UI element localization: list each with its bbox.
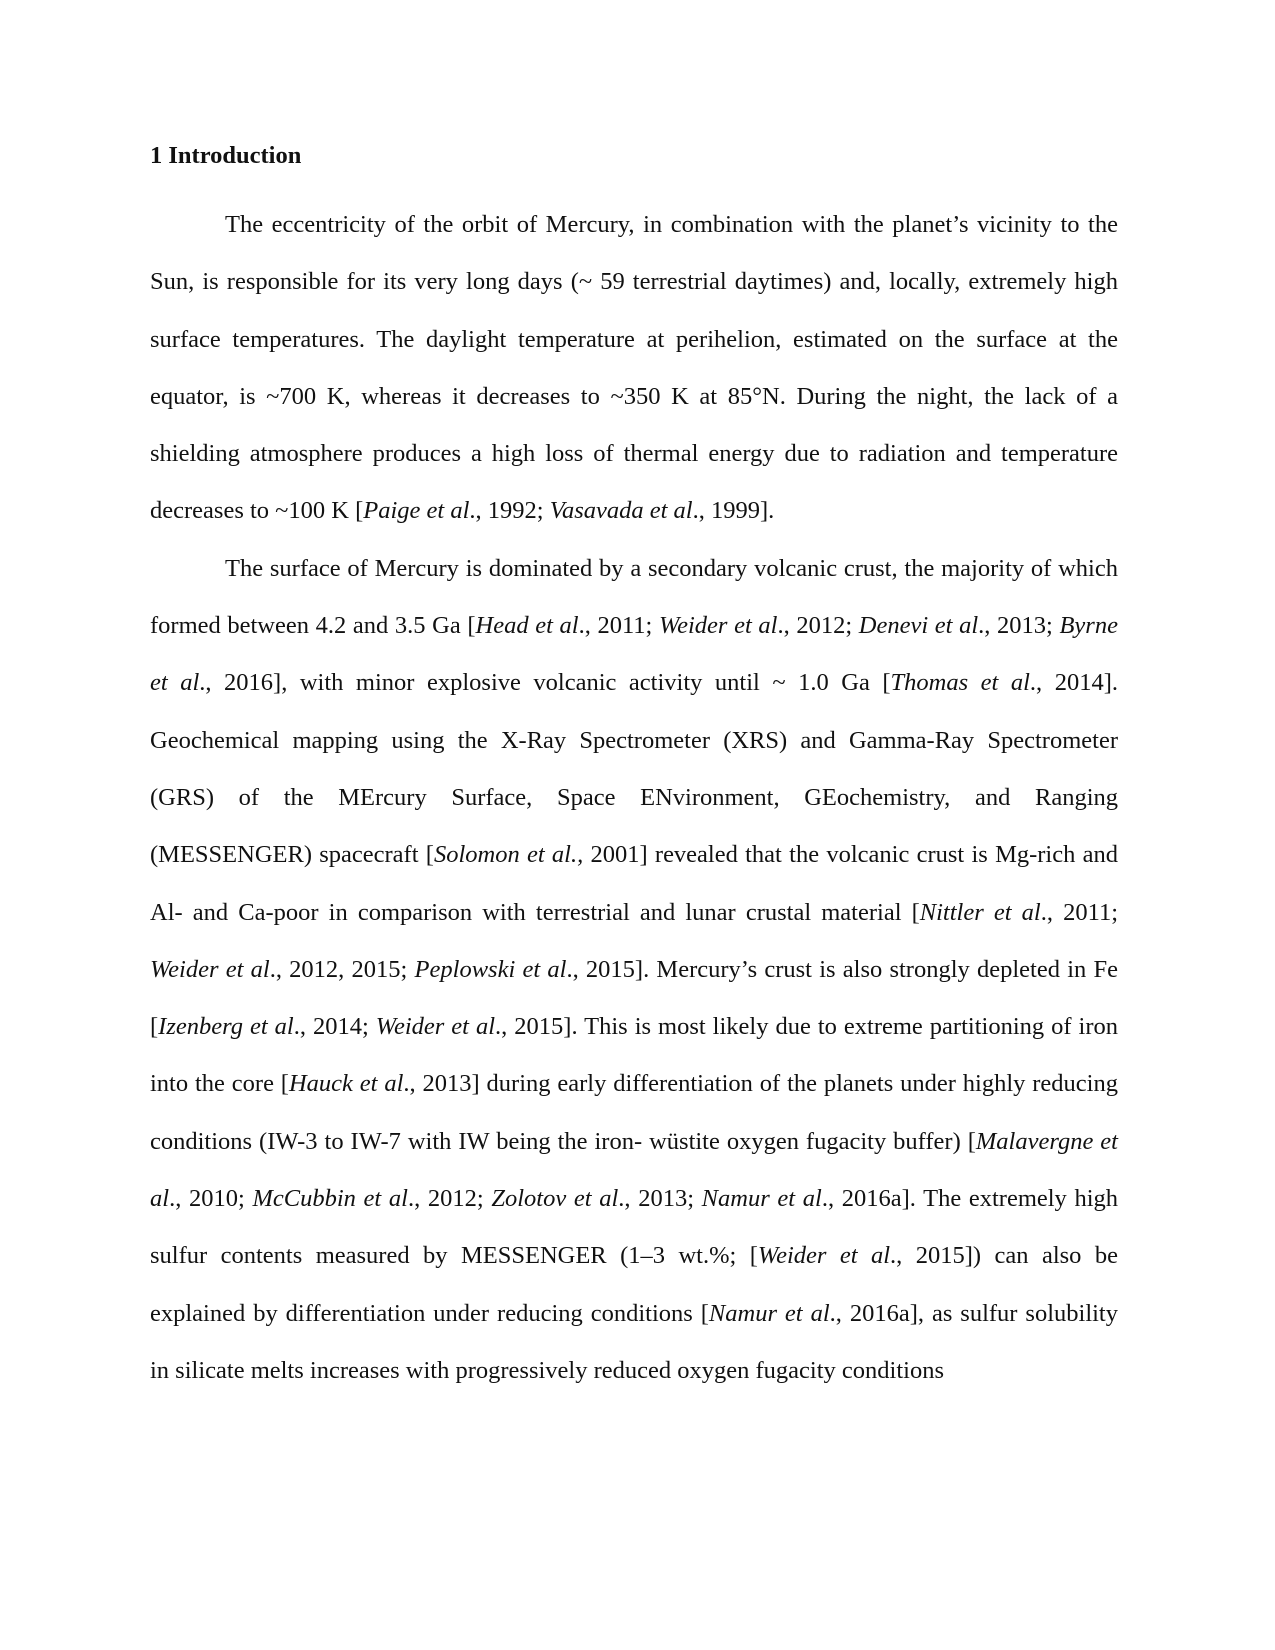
citation-author: Izenberg et al (158, 1013, 294, 1041)
text-run: ., 2012; (407, 1185, 492, 1213)
citation-author: Malavergne et al (150, 1127, 1118, 1213)
citation-author: McCubbin et al (252, 1185, 408, 1213)
citation-author: Peplowski et al (414, 955, 567, 983)
text-run: ., 2015]. Mercury’s crust is also strongly depleted in Fe [ (150, 955, 1118, 1041)
document-page (150, 140, 1118, 1399)
text-run: ., 2013] during early differentiation of the planets under highly reducing conditions (IW-3 to IW-7 with IW being the iron- wüstite oxygen fugacity buffer) [ (150, 1070, 1118, 1155)
text-run: ., 2014; (293, 1013, 376, 1041)
text-run: The surface of Mercury is dominated by a secondary volcanic crust, the majority of which formed between 4.2 and 3.5 Ga [ (150, 554, 1118, 640)
citation-author: Namur et al (701, 1185, 822, 1213)
text-run: ., 2015]. This is most likely due to extreme partitioning of iron into the core [ (150, 1013, 1118, 1098)
text-run: ., 1992; (469, 497, 550, 525)
paragraph (150, 540, 1118, 1399)
citation-author: Nittler et al (919, 898, 1041, 926)
text-run: ., 2013; (978, 612, 1060, 640)
section-heading: 1 Introduction (150, 142, 302, 169)
text-run: ., 1999]. (692, 497, 775, 525)
paragraph (150, 196, 1118, 540)
citation-author: Denevi et al (858, 612, 979, 640)
text-run: ., 2014]. Geochemical mapping using the X-Ray Spectrometer (XRS) and Gamma-Ray Spectrometer (GRS) of the MErcury Surface, Space ENvironment, GEochemistry, and Ranging (MESSENGER) spacecraft [ (150, 669, 1118, 869)
text-run: ., 2015]) can also be explained by differentiation under reducing conditions [ (150, 1242, 1119, 1327)
citation-author: Weider et al (150, 955, 270, 983)
citation-author: Thomas et al (890, 669, 1030, 697)
citation-author: Weider et al (757, 1242, 891, 1270)
citation-author: Solomon et al., (433, 841, 584, 869)
citation-author: Weider et al (658, 612, 778, 640)
text-run: ., 2016a], as sulfur solubility in silicate melts increases with progressively reduced oxygen fugacity conditions (150, 1299, 1118, 1384)
citation-author: Weider et al (375, 1013, 496, 1041)
citation-author: Namur et al (708, 1299, 830, 1327)
text-run: ., 2010; (169, 1185, 253, 1213)
citation-author: Vasavada et al (549, 497, 693, 525)
text-run: 2001] revealed that the volcanic crust is Mg-rich and Al- and Ca-poor in comparison with terrestrial and lunar crustal material [ (150, 841, 1118, 926)
text-run: ., 2016a]. The extremely high sulfur contents measured by MESSENGER (1–3 wt.%; [ (150, 1185, 1119, 1270)
text-run: ., 2012, 2015; (269, 955, 415, 983)
citation-author: Head et al (475, 612, 579, 640)
text-run: ., 2016], with minor explosive volcanic activity until ~ 1.0 Ga [ (199, 669, 891, 697)
text-run: ., 2012; (777, 612, 859, 640)
citation-author: Byrne et al (150, 612, 1118, 697)
citation-author: Paige et al (363, 497, 470, 525)
citation-author: Hauck et al (288, 1070, 404, 1098)
body-text (150, 196, 1118, 1399)
citation-author: Zolotov et al (491, 1185, 619, 1213)
text-run: ., 2011; (1040, 898, 1118, 926)
text-run: ., 2013; (618, 1185, 702, 1213)
text-run: ., 2011; (578, 612, 659, 640)
text-run: The eccentricity of the orbit of Mercury, in combination with the planet’s vicinity to the Sun, is responsible for its very long days (~ 59 terrestrial daytimes) and, locally, extremely high surface temperatures. The daylight temperature at perihelion, estimated on the surface at the equator, is ~700 K, whereas it decreases to ~350 K at 85°N. During the night, the lack of a shielding atmosphere produces a high loss of thermal energy due to radiation and temperature decreases to ~100 K [ (150, 211, 1118, 525)
